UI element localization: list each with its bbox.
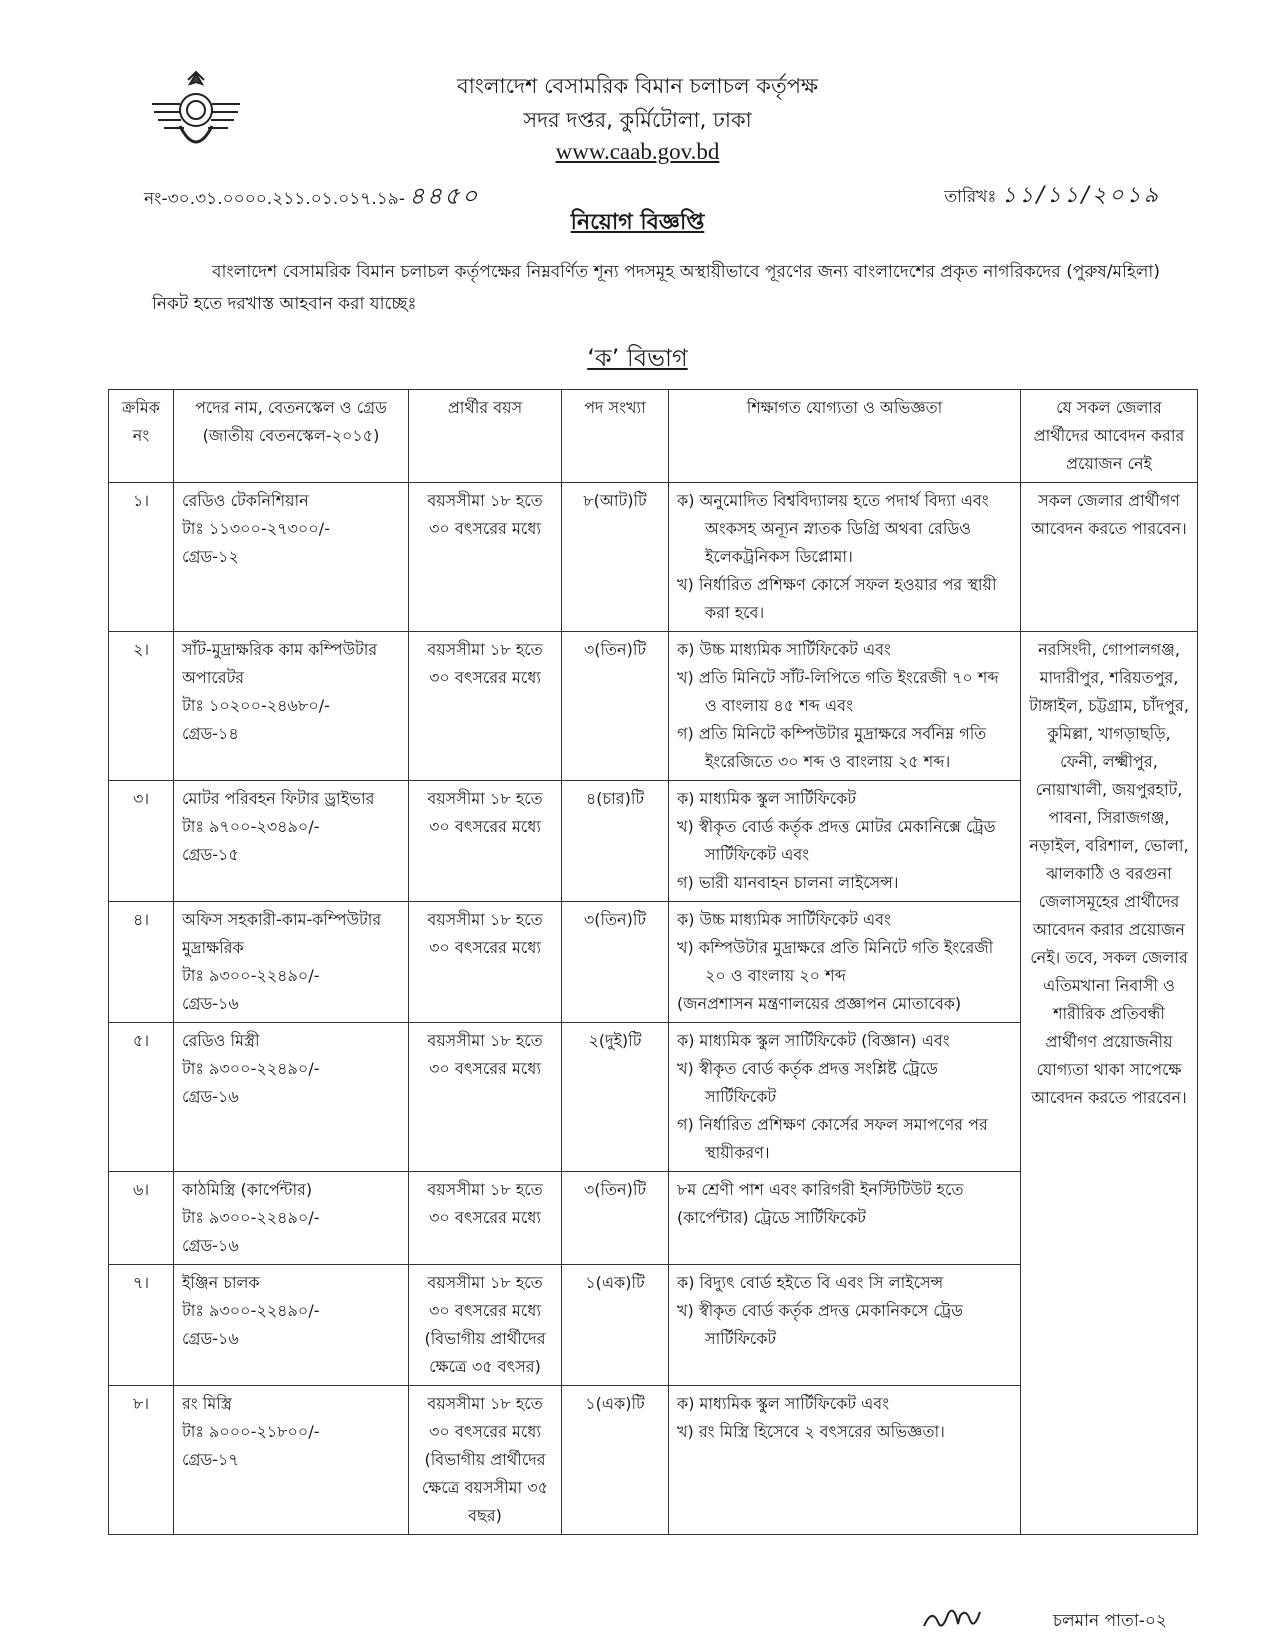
date-label: তারিখঃ [944,187,997,207]
row-count: ৩(তিন)টি [562,632,669,781]
row-qualification [669,1023,1021,1172]
section-heading [0,340,1275,380]
header-qualification: শিক্ষাগত যোগ্যতা ও অভিজ্ঞতা [669,390,1021,483]
post-grade: গ্রেড-১৪ [182,724,239,743]
header-districts: যে সকল জেলার প্রার্থীদের আবেদন করার প্রয়োজন নেই [1021,390,1198,483]
notice-intro: বাংলাদেশ বেসামরিক বিমান চলাচল কর্তৃপক্ষের নিম্নবর্ণিত শূন্য পদসমূহ অস্থায়ীভাবে পূরণের জন্য বাংলাদেশের প্রকৃত নাগরিকদের (পুরুষ/মহিলা) নিকট হতে দরখাস্ত আহবান করা যাচ্ছেঃ [152,262,1160,314]
qualification-item: গ) ভারী যানবাহন চালনা লাইসেন্স। [677,873,899,892]
qualification-item: গ) প্রতি মিনিটে কম্পিউটার মুদ্রাক্ষরে সর্বনিম্ন গতি ইংরেজিতে ৩০ শব্দ ও বাংলায় ২৫ শব্দ। [677,724,987,771]
row-qualification [669,1172,1021,1265]
row-qualification [669,632,1021,781]
row-serial: ৪। [109,902,174,1023]
post-grade: গ্রেড-১৬ [182,1236,239,1255]
row-qualification [669,1386,1021,1535]
header-age: প্রার্থীর বয়স [409,390,562,483]
post-pay: টাঃ ৯৩০০-২২৪৯০/- [182,966,320,985]
row-age: বয়সসীমা ১৮ হতে ৩০ বৎসরের মধ্যে [409,632,562,781]
post-grade: গ্রেড-১৬ [182,1329,239,1348]
notice-title: নিয়োগ বিজ্ঞপ্তি [570,210,705,235]
post-grade: গ্রেড-১৭ [182,1450,239,1469]
row-count: ৩(তিন)টি [562,1172,669,1265]
qualification-item: খ) স্বীকৃত বোর্ড কর্তৃক প্রদত্ত মোটর মেকানিক্সে ট্রেড সার্টিফিকেট এবং [677,817,996,864]
post-name: রেডিও মিস্ত্রী [182,1031,260,1050]
signature [920,1602,984,1636]
qualification-item: খ) নির্ধারিত প্রশিক্ষণ কোর্সে সফল হওয়ার পর স্থায়ী করা হবে। [677,575,997,622]
qualification-item: ক) বিদ্যুৎ বোর্ড হইতে বি এবং সি লাইসেন্স [677,1273,944,1292]
row-post [174,1386,409,1535]
row-age: বয়সসীমা ১৮ হতে ৩০ বৎসরের মধ্যে (বিভাগীয় প্রার্থীদের ক্ষেত্রে বয়সসীমা ৩৫ বছর) [409,1386,562,1535]
post-name: ইঞ্জিন চালক [182,1273,260,1292]
row-qualification [669,1265,1021,1386]
row-qualification [669,902,1021,1023]
row-post [174,1172,409,1265]
row-age: বয়সসীমা ১৮ হতে ৩০ বৎসরের মধ্যে (বিভাগীয় প্রার্থীদের ক্ষেত্রে ৩৫ বৎসর) [409,1265,562,1386]
row-age: বয়সসীমা ১৮ হতে ৩০ বৎসরের মধ্যে [409,483,562,632]
organization-address: সদর দপ্তর, কুর্মিটোলা, ঢাকা [523,108,752,132]
header-count: পদ সংখ্যা [562,390,669,483]
qualification-item: ক) অনুমোদিত বিশ্ববিদ্যালয় হতে পদার্থ বিদ্যা এবং অংকসহ অন্যূন স্নাতক ডিগ্রি অথবা রেডিও ইলেকট্রনিকস ডিপ্লোমা। [677,491,989,566]
qualification-item: খ) কম্পিউটার মুদ্রাক্ষরে প্রতি মিনিটে গতি ইংরেজী ২০ ও বাংলায় ২০ শব্দ [677,938,994,985]
vacancy-table [108,389,1198,1535]
row-count: ১(এক)টি [562,1265,669,1386]
qualification-item: ক) মাধ্যমিক স্কুল সার্টিফিকেট এবং [677,1394,890,1413]
row-qualification [669,483,1021,632]
row-serial: ৮। [109,1386,174,1535]
post-name: রং মিস্ত্রি [182,1394,232,1413]
row-post [174,483,409,632]
row-count: ৪(চার)টি [562,781,669,902]
qualification-item: ৮ম শ্রেণী পাশ এবং কারিগরী ইনস্টিটিউট হতে (কার্পেন্টার) ট্রেডে সার্টিফিকেট [677,1180,964,1227]
row-serial: ৬। [109,1172,174,1265]
post-pay: টাঃ ৯০০০-২১৮০০/- [182,1422,320,1441]
table-header-row [109,390,1198,483]
qualification-item: ক) উচ্চ মাধ্যমিক সার্টিফিকেট এবং [677,910,891,929]
row-serial: ৭। [109,1265,174,1386]
post-name: সাঁট-মুদ্রাক্ষরিক কাম কম্পিউটার অপারেটর [182,640,378,687]
post-pay: টাঃ ১১৩০০-২৭৩০০/- [182,519,330,538]
row-post [174,632,409,781]
row-post [174,1265,409,1386]
post-grade: গ্রেড-১২ [182,547,239,566]
post-name: মোটর পরিবহন ফিটার ড্রাইভার [182,789,375,808]
row-serial: ২। [109,632,174,781]
row-age: বয়সসীমা ১৮ হতে ৩০ বৎসরের মধ্যে [409,781,562,902]
header-post: পদের নাম, বেতনস্কেল ও গ্রেড (জাতীয় বেতনস্কেল-২০১৫) [174,390,409,483]
organization-name: বাংলাদেশ বেসামরিক বিমান চলাচল কর্তৃপক্ষ [457,74,818,98]
qualification-item: ক) মাধ্যমিক স্কুল সার্টিফিকেট [677,789,857,808]
post-grade: গ্রেড-১৬ [182,1087,239,1106]
row-age: বয়সসীমা ১৮ হতে ৩০ বৎসরের মধ্যে [409,902,562,1023]
qualification-item: খ) রং মিস্ত্রি হিসেবে ২ বৎসরের অভিজ্ঞতা। [677,1422,945,1441]
row-count: ২(দুই)টি [562,1023,669,1172]
row-count: ১(এক)টি [562,1386,669,1535]
row-count: ৮(আট)টি [562,483,669,632]
table-row [109,483,1198,632]
header-serial: ক্রমিক নং [109,390,174,483]
qualification-item: খ) স্বীকৃত বোর্ড কর্তৃক প্রদত্ত সংশ্লিষ্ট ট্রেডে সার্টিফিকেট [677,1059,938,1106]
row-districts: নরসিংদী, গোপালগঞ্জ, মাদারীপুর, শরিয়তপুর, টাঙ্গাইল, চট্টগ্রাম, চাঁদপুর, কুমিল্লা, খাগড়াছড়ি, ফেনী, লক্ষ্মীপুর, নোয়াখালী, জয়পুরহাট, পাবনা, সিরাজগঞ্জ, নড়াইল, বরিশাল, ভোলা, ঝালকাঠি ও বরগুনা জেলাসমূহের প্রার্থীদের আবেদন করার প্রয়োজন নেই। তবে, সকল জেলার এতিমখানা নিবাসী ও শারীরিক প্রতিবন্ধী প্রার্থীগণ প্রয়োজনীয় যোগ্যতা থাকা সাপেক্ষে আবেদন করতে পারবেন। [1021,632,1198,1535]
row-qualification [669,781,1021,902]
post-pay: টাঃ ১০২০০-২৪৬৮০/- [182,696,330,715]
row-serial: ৩। [109,781,174,902]
post-pay: টাঃ ৯৩০০-২২৪৯০/- [182,1059,320,1078]
memo-prefix: নং-৩০.৩১.০০০০.২১১.০১.০১৭.১৯- [144,189,405,209]
post-name: অফিস সহকারী-কাম-কম্পিউটার মুদ্রাক্ষরিক [182,910,382,957]
post-pay: টাঃ ৯৩০০-২২৪৯০/- [182,1208,320,1227]
row-post [174,1023,409,1172]
row-age: বয়সসীমা ১৮ হতে ৩০ বৎসরের মধ্যে [409,1023,562,1172]
qualification-item: ক) মাধ্যমিক স্কুল সার্টিফিকেট (বিজ্ঞান) এবং [677,1031,950,1050]
date-handwritten: ১১/১১/২০১৯ [1001,183,1161,208]
qualification-item: খ) স্বীকৃত বোর্ড কর্তৃক প্রদত্ত মেকানিকসে ট্রেড সার্টিফিকেট [677,1301,963,1348]
qualification-item: ক) উচ্চ মাধ্যমিক সার্টিফিকেট এবং [677,640,891,659]
qualification-item: খ) প্রতি মিনিটে সাঁট-লিপিতে গতি ইংরেজী ৭০ শব্দ ও বাংলায় ৪৫ শব্দ এবং [677,668,999,715]
row-serial: ৫। [109,1023,174,1172]
row-districts: সকল জেলার প্রার্থীগণ আবেদন করতে পারবেন। [1021,483,1198,632]
row-serial: ১। [109,483,174,632]
memo-handwritten-number: ৪৪৫০ [408,182,480,210]
row-post [174,902,409,1023]
continued-page-label: চলমান পাতা-০২ [1052,1611,1167,1631]
post-name: কাঠমিস্ত্রি (কার্পেন্টার) [182,1180,313,1199]
row-age: বয়সসীমা ১৮ হতে ৩০ বৎসরের মধ্যে [409,1172,562,1265]
post-name: রেডিও টেকনিশিয়ান [182,491,309,510]
qualification-note: (জনপ্রশাসন মন্ত্রণালয়ের প্রজ্ঞাপন মোতাবেক) [677,994,962,1013]
post-grade: গ্রেড-১৫ [182,845,239,864]
organization-website-link[interactable]: www.caab.gov.bd [555,139,720,164]
post-pay: টাঃ ৯৭০০-২৩৪৯০/- [182,817,320,836]
post-pay: টাঃ ৯৩০০-২২৪৯০/- [182,1301,320,1320]
post-grade: গ্রেড-১৬ [182,994,239,1013]
qualification-item: গ) নির্ধারিত প্রশিক্ষণ কোর্সের সফল সমাপণের পর স্থায়ীকরণ। [677,1115,988,1162]
row-post [174,781,409,902]
table-row [109,632,1198,781]
row-count: ৩(তিন)টি [562,902,669,1023]
section-label: ‘ক’ বিভাগ [587,344,688,372]
